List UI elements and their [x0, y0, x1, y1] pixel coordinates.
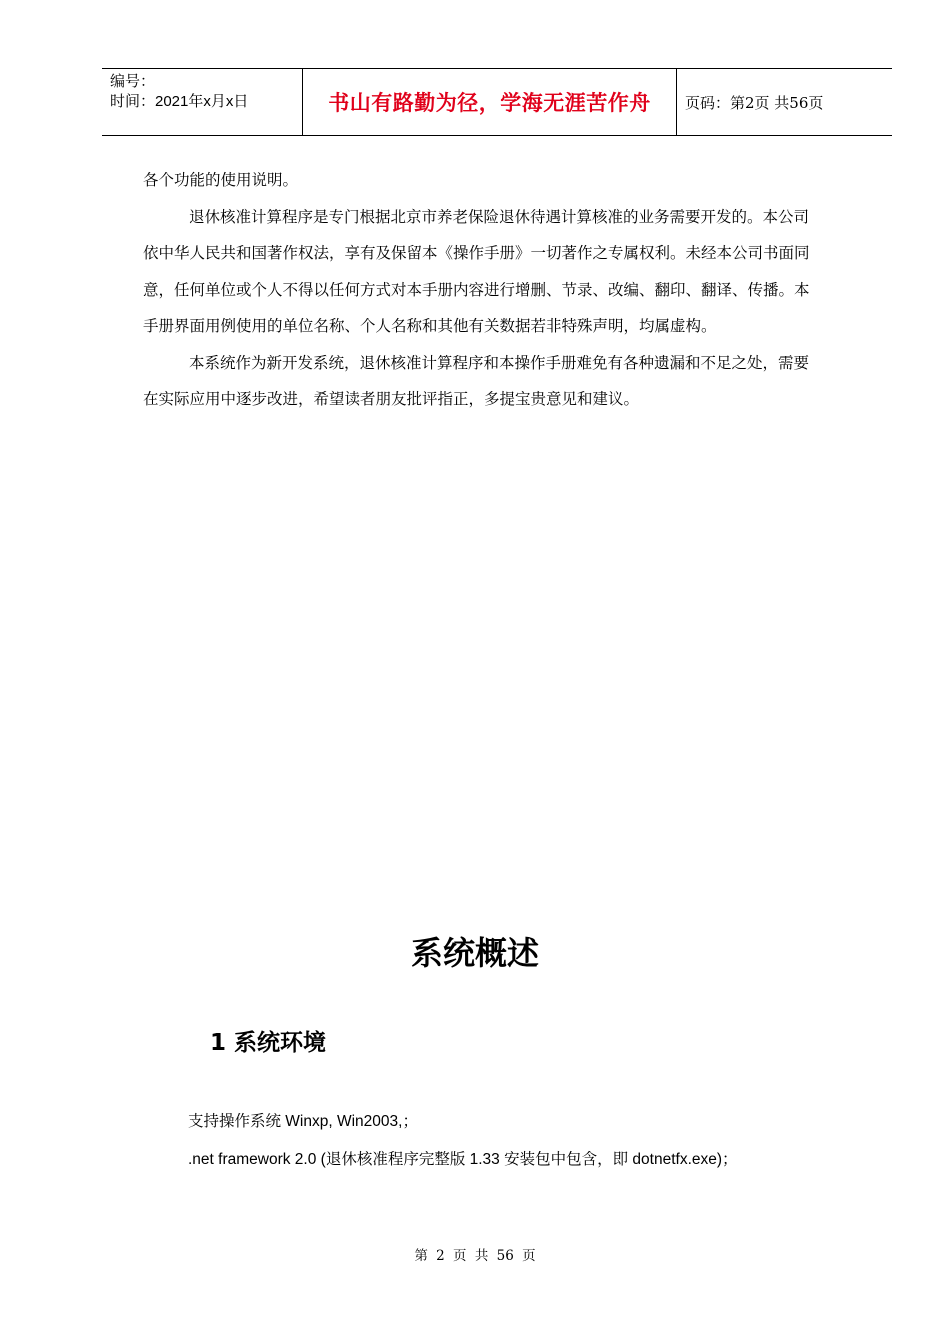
env-os-line: 支持操作系统 Winxp, Win2003,；: [188, 1113, 418, 1130]
chapter-title: 系统概述: [410, 934, 539, 972]
header-motto: 书山有路勤为径，学海无涯苦作舟: [303, 69, 677, 135]
header-page-info: 页码：第2页 共56页: [685, 93, 824, 112]
section-title: 1 系统环境: [210, 1030, 327, 1056]
intro-paragraph-copyright: 退休核准计算程序是专门根据北京市养老保险退休待遇计算核准的业务需要开发的。本公司依中华人民共和国著作权法，享有及保留本《操作手册》一切著作之专属权利。未经本公司书面同意，任何单位或个人不得以任何方式对本手册内容进行增删、节录、改编、翻印、翻译、传播。本手册界面用例使用的单位名称、个人名称和其他有关数据若非特殊声明，均属虚构。: [143, 207, 810, 335]
intro-section: [143, 162, 823, 418]
intro-paragraph-feedback: 本系统作为新开发系统，退休核准计算程序和本操作手册难免有各种遗漏和不足之处，需要在实际应用中逐步改进，希望读者朋友批评指正，多提宝贵意见和建议。: [143, 353, 810, 408]
environment-requirements: [188, 1103, 738, 1179]
header-meta-cell: [102, 69, 303, 135]
document-time-label: 时间：2021年x月x日: [110, 93, 249, 110]
page-footer: 第 2 页 共 56 页: [414, 1248, 536, 1264]
page-header: [102, 68, 892, 136]
env-framework-line: .net framework 2.0 (退休核准程序完整版 1.33 安装包中包含，即 dotnetfx.exe)；: [188, 1151, 738, 1168]
document-number-label: 编号：: [110, 73, 156, 90]
intro-line: 各个功能的使用说明。: [143, 171, 299, 189]
